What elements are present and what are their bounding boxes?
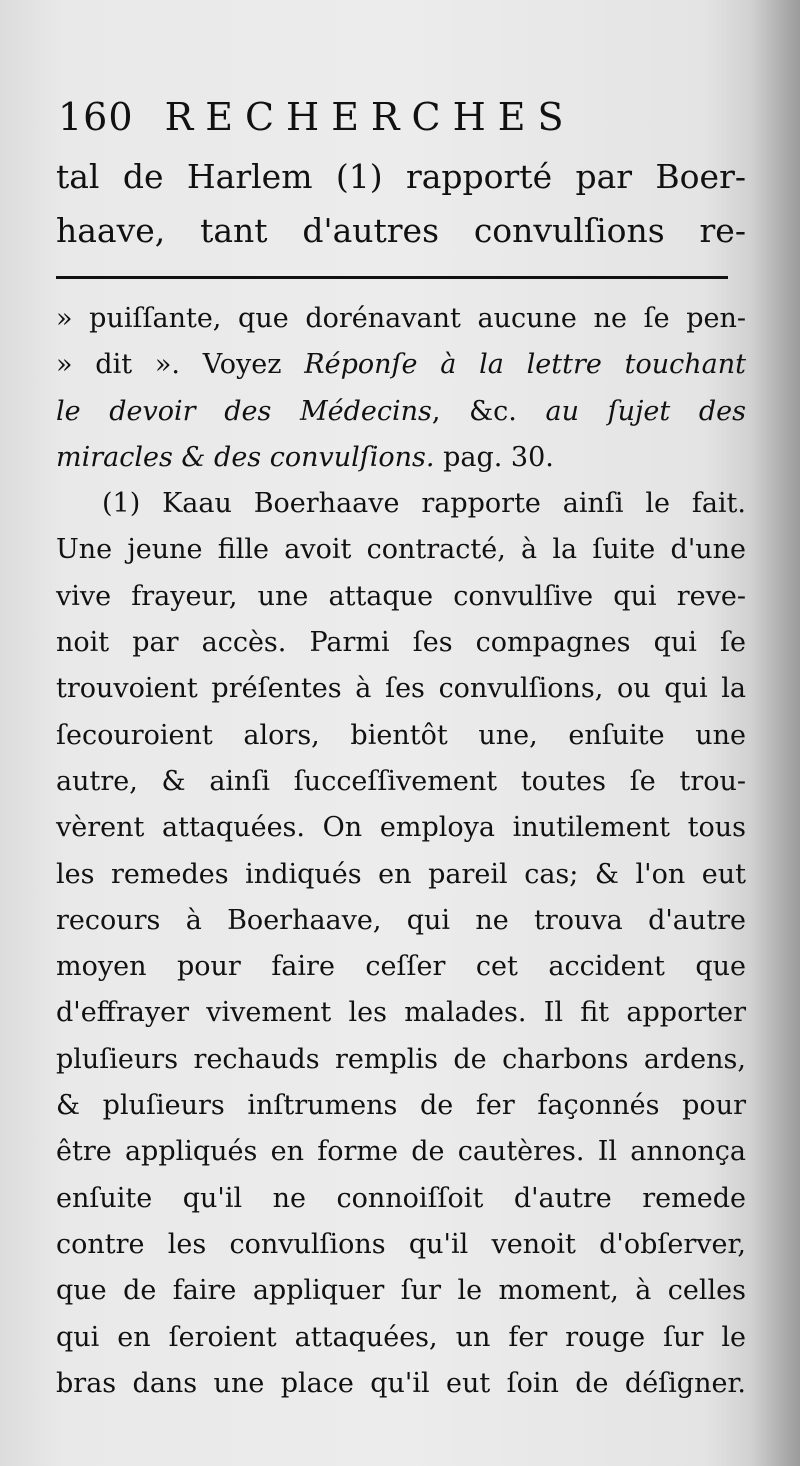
footnote-line: trouvoient préſentes à ſes convulſions, ou qui la [56,673,746,705]
footnote-line: pluſieurs rechauds remplis de charbons ardens, [56,1043,746,1075]
main-text-line: haave, tant d'autres convulſions re- [56,211,746,250]
citation-line [56,435,746,481]
footnote-line: & pluſieurs inſtrumens de fer façonnés pour [56,1090,746,1122]
citation-subject: miracles & des convulſions. [56,441,435,473]
footnote-line: qui en ſeroient attaquées, un fer rouge ſur le [56,1321,746,1353]
citation-title: Réponſe à la lettre touchant [304,349,746,381]
footnote-line: être appliqués en forme de cautères. Il annonça [56,1136,746,1168]
footnote-line: que de faire appliquer ſur le moment, à celles [56,1275,746,1307]
footnote-line: d'effrayer vivement les malades. Il fit apporter [56,997,746,1029]
citation-page-ref: pag. 30. [443,441,554,473]
footnote-line: moyen pour faire ceſſer cet accident que [56,951,746,983]
running-title: RECHERCHES [164,95,576,139]
citation-title: le devoir des Médecins [56,395,432,427]
footnote-line: recours à Boerhaave, qui ne trouva d'autre [56,904,746,936]
citation-subject: au ſujet des [545,395,746,427]
quote-line: » puiſſante, que dorénavant aucune ne ſe pen- [56,303,746,334]
footnotes [56,296,746,1407]
main-text-line: tal de Harlem (1) rapporté par Boer- [56,157,746,196]
quote-line: » dit ». Voyez [56,349,282,381]
footnote-line: vèrent attaquées. On employa inutilement tous [56,812,746,844]
footnote-line: vive frayeur, une attaque convulſive qui reve- [56,580,746,612]
footnote-line: Une jeune fille avoit contracté, à la ſuite d'une [56,534,746,566]
footnote-line: enſuite qu'il ne connoiſſoit d'autre remede [56,1182,746,1214]
footnote-line: bras dans une place qu'il eut ſoin de déſigner. [56,1367,746,1399]
footnote-separator-rule [56,276,728,279]
main-text [56,150,746,258]
footnote-line: contre les convulſions qu'il venoit d'obſerver, [56,1228,746,1260]
footnote-line: ſecouroient alors, bientôt une, enſuite une [56,719,746,751]
footnote-line: autre, & ainſi ſucceſſivement toutes ſe trou- [56,765,746,797]
running-head [58,92,576,142]
footnote-line: les remedes indiqués en pareil cas; & l'on eut [56,858,746,890]
page-number: 160 [58,95,134,139]
citation-line [56,342,746,388]
page-gutter-shadow [752,0,800,1466]
footnote-line: noit par accès. Parmi ſes compagnes qui ſe [56,627,746,659]
footnote-line: (1) Kaau Boerhaave rapporte ainſi le fait. [102,488,746,520]
citation-line [56,389,746,435]
citation-etc: , &c. [431,395,517,427]
